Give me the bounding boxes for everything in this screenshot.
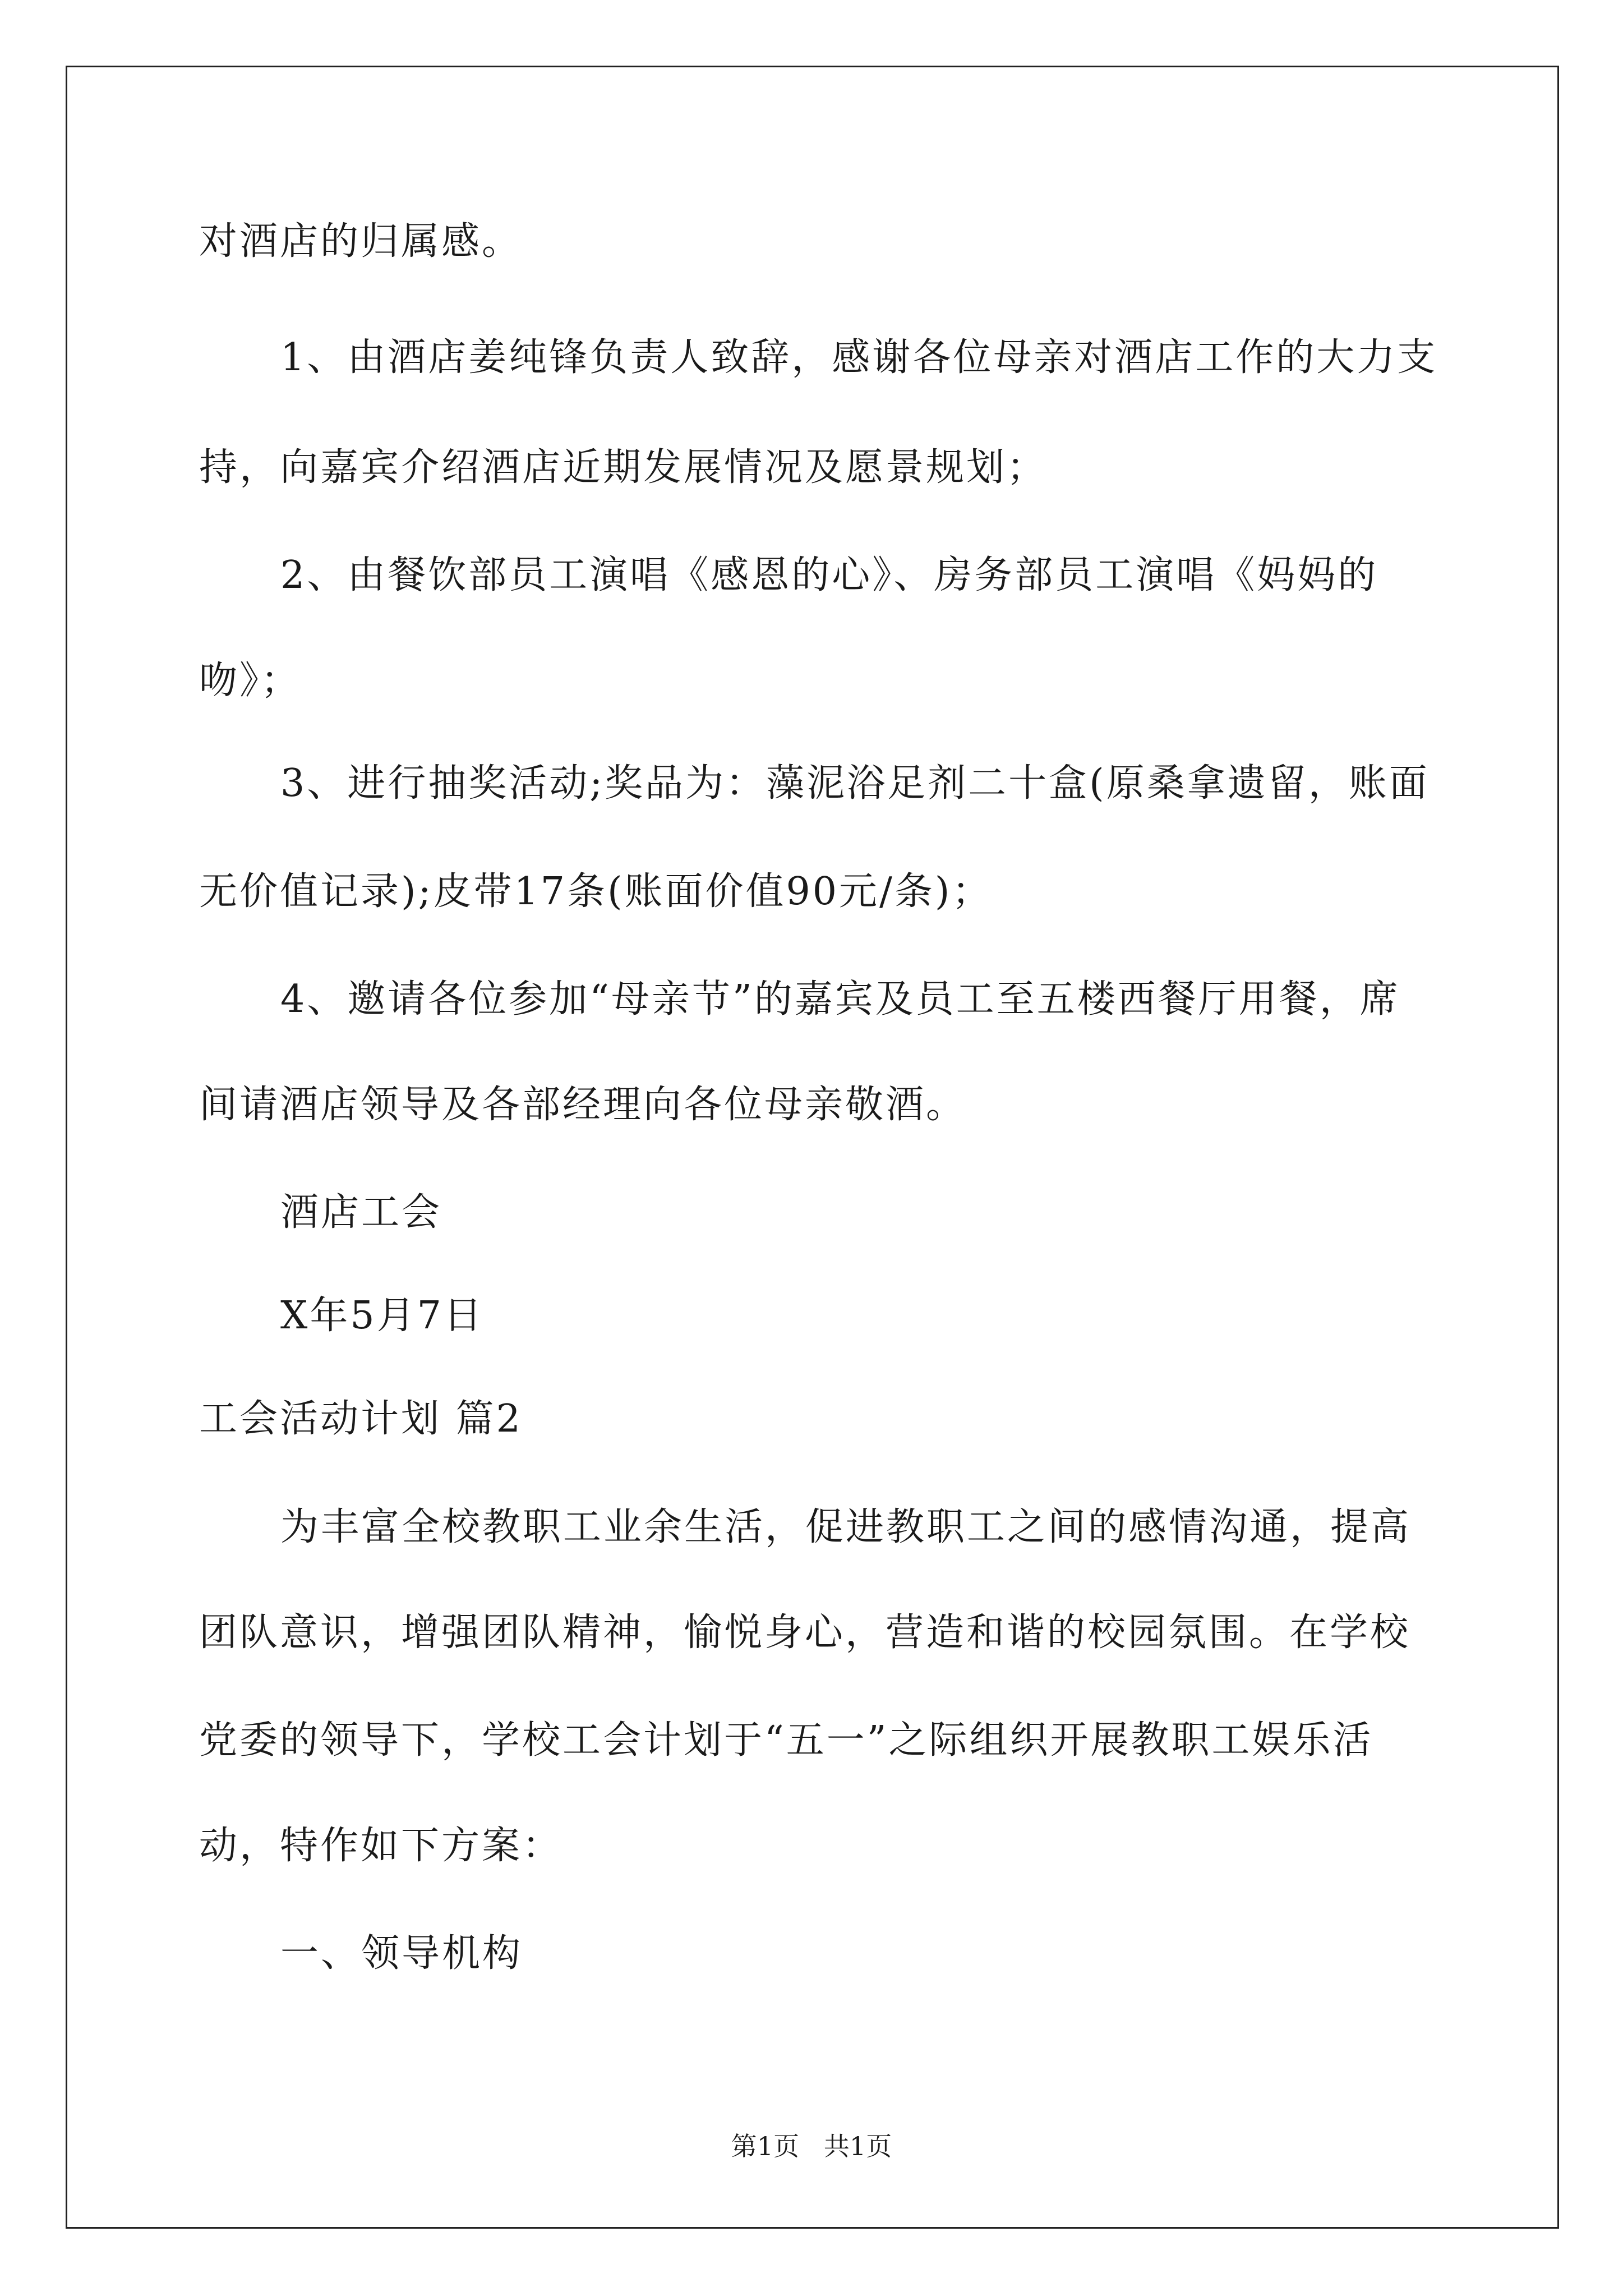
page-border — [66, 66, 1559, 2229]
paragraph-line: 间请酒店领导及各部经理向各位母亲敬酒。 — [199, 1083, 967, 1127]
page-number-footer: 第1页 共1页 — [731, 2131, 892, 2161]
paragraph-line: 3、进行抽奖活动;奖品为：藻泥浴足剂二十盒(原桑拿遗留，账面 — [280, 761, 1430, 806]
signature-date: X年5月7日 — [280, 1294, 484, 1338]
paragraph-line: 团队意识，增强团队精神，愉悦身心，营造和谐的校园氛围。在学校 — [199, 1611, 1411, 1655]
section-title: 工会活动计划 篇2 — [199, 1397, 523, 1441]
paragraph-line: 为丰富全校教职工业余生活，促进教职工之间的感情沟通，提高 — [280, 1505, 1412, 1549]
paragraph-line: 动，特作如下方案： — [199, 1824, 563, 1868]
signature-org: 酒店工会 — [280, 1190, 442, 1235]
paragraph-line: 4、邀请各位参加“母亲节”的嘉宾及员工至五楼西餐厅用餐，席 — [280, 977, 1400, 1022]
paragraph-line: 持，向嘉宾介绍酒店近期发展情况及愿景规划； — [199, 445, 1048, 490]
subsection-heading: 一、领导机构 — [280, 1931, 523, 1976]
paragraph-line: 1、由酒店姜纯锋负责人致辞，感谢各位母亲对酒店工作的大力支 — [280, 335, 1438, 380]
paragraph-line: 2、由餐饮部员工演唱《感恩的心》、房务部员工演唱《妈妈的 — [280, 553, 1378, 597]
paragraph-line: 吻》； — [199, 659, 302, 703]
paragraph-line: 党委的领导下，学校工会计划于“五一”之际组织开展教职工娱乐活 — [199, 1718, 1373, 1763]
paragraph-line: 对酒店的归属感。 — [199, 219, 523, 264]
paragraph-line: 无价值记录);皮带17条(账面价值90元/条)； — [199, 869, 993, 914]
